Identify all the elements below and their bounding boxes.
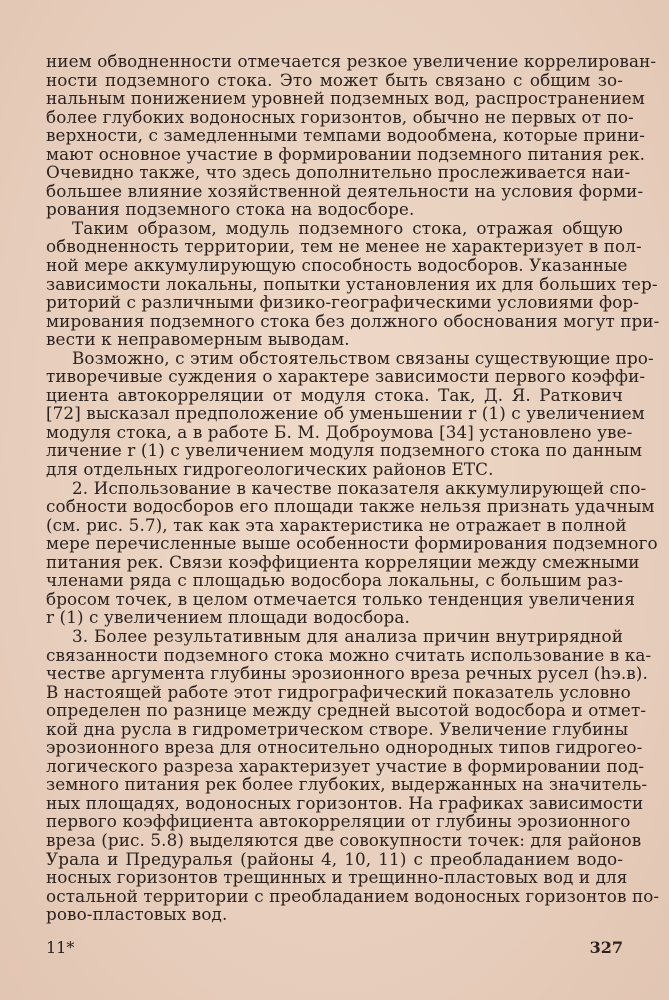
text-line: Урала и Предуралья (районы 4, 10, 11) с преобладанием водо- [46, 848, 623, 869]
text-line: r (1) с увеличением площади водосбора. [46, 607, 410, 628]
text-line: рования подземного стока на водосборе. [46, 199, 415, 220]
text-line: логического разреза характеризует участие в формировании под- [46, 755, 645, 776]
text-line: Возможно, с этим обстоятельством связаны существующие про- [72, 347, 654, 368]
text-line: вреза (рис. 5.8) выделяются две совокупности точек: для районов [46, 829, 642, 850]
text-line: собности водосборов его площади также нельзя признать удачным [46, 496, 655, 517]
text-line: носных горизонтов трещинных и трещинно-пластовых вод и для [46, 867, 628, 888]
text-line: вести к неправомерным выводам. [46, 329, 350, 350]
text-line: Очевидно также, что здесь дополнительно прослеживается наи- [46, 162, 631, 183]
text-line: кой дна русла в гидрометрическом створе. Увеличение глубины [46, 718, 629, 739]
text-line: циента автокорреляции от модуля стока. Так, Д. Я. Раткович [46, 384, 623, 405]
text-line: личение r (1) с увеличением модуля подземного стока по данным [46, 440, 643, 461]
text-line: (см. рис. 5.7), так как эта характеристика не отражает в полной [46, 514, 627, 535]
signature-mark: 11* [46, 938, 75, 957]
text-line: эрозионного вреза для относительно однородных типов гидрогео- [46, 737, 643, 758]
text-line: большее влияние хозяйственной деятельности на условия форми- [46, 180, 644, 201]
paragraph [46, 217, 660, 350]
text-line: В настоящей работе этот гидрографический показатель условно [46, 681, 631, 702]
text-line: нальным понижением уровней подземных вод, распространением [46, 88, 645, 109]
text-line: Таким образом, модуль подземного стока, отражая общую [72, 217, 623, 238]
text-line: для отдельных гидрогеологических районов ЕТС. [46, 459, 494, 480]
paragraph [46, 347, 654, 480]
text-line: тиворечивые суждения о характере зависимости первого коэффи- [46, 366, 646, 387]
text-line: членами ряда с площадью водосбора локальны, с большим раз- [46, 570, 623, 591]
text-line: остальной территории с преобладанием водоносных горизонтов по- [46, 885, 660, 906]
text-line: честве аргумента глубины эрозионного вреза речных русел (hэ.в). [46, 663, 648, 684]
paragraph [46, 51, 657, 220]
text-line: ной мере аккумулирующую способность водосборов. Указанные [46, 255, 628, 276]
text-line: обводненность территории, тем не менее не характеризует в пол- [46, 236, 642, 257]
text-line: модуля стока, а в работе Б. М. Доброумова [34] установлено уве- [46, 421, 633, 442]
text-line: первого коэффициента автокорреляции от глубины эрозионного [46, 811, 631, 832]
page-footer [46, 938, 623, 960]
paragraph [46, 477, 658, 628]
text-line: [72] высказал предположение об уменьшении r (1) с увеличением [46, 403, 645, 424]
text-line: ных площадях, водоносных горизонтов. На графиках зависимости [46, 792, 644, 813]
text-line: питания рек. Связи коэффициента корреляции между смежными [46, 551, 640, 572]
text-line: 3. Более результативным для анализа причин внутрирядной [72, 625, 623, 646]
text-line: мают основное участие в формировании подземного питания рек. [46, 143, 646, 164]
body-text [46, 51, 660, 925]
page-number: 327 [589, 938, 623, 957]
text-line: зависимости локальны, попытки установления их для больших тер- [46, 273, 658, 294]
text-line: более глубоких водоносных горизонтов, обычно не первых от по- [46, 106, 634, 127]
text-line: верхности, с замедленными темпами водообмена, которые прини- [46, 125, 646, 146]
text-line: мирования подземного стока без должного обоснования могут при- [46, 310, 660, 331]
text-line: рово-пластовых вод. [46, 904, 228, 925]
text-line: земного питания рек более глубоких, выдержанных на значитель- [46, 774, 648, 795]
text-line: нием обводненности отмечается резкое увеличение коррелирован- [46, 51, 657, 71]
text-line: определен по разнице между средней высотой водосбора и отмет- [46, 700, 647, 721]
text-line: мере перечисленные выше особенности формирования подземного [46, 533, 658, 554]
text-line: связанности подземного стока можно считать использование в ка- [46, 644, 652, 665]
text-line: риторий с различными физико-географическими условиями фор- [46, 292, 639, 313]
paragraph [46, 625, 660, 925]
text-line: бросом точек, в целом отмечается только тенденция увеличения [46, 588, 636, 609]
text-line: 2. Использование в качестве показателя аккумулирующей спо- [72, 477, 647, 498]
text-line: ности подземного стока. Это может быть связано с общим зо- [46, 69, 623, 90]
